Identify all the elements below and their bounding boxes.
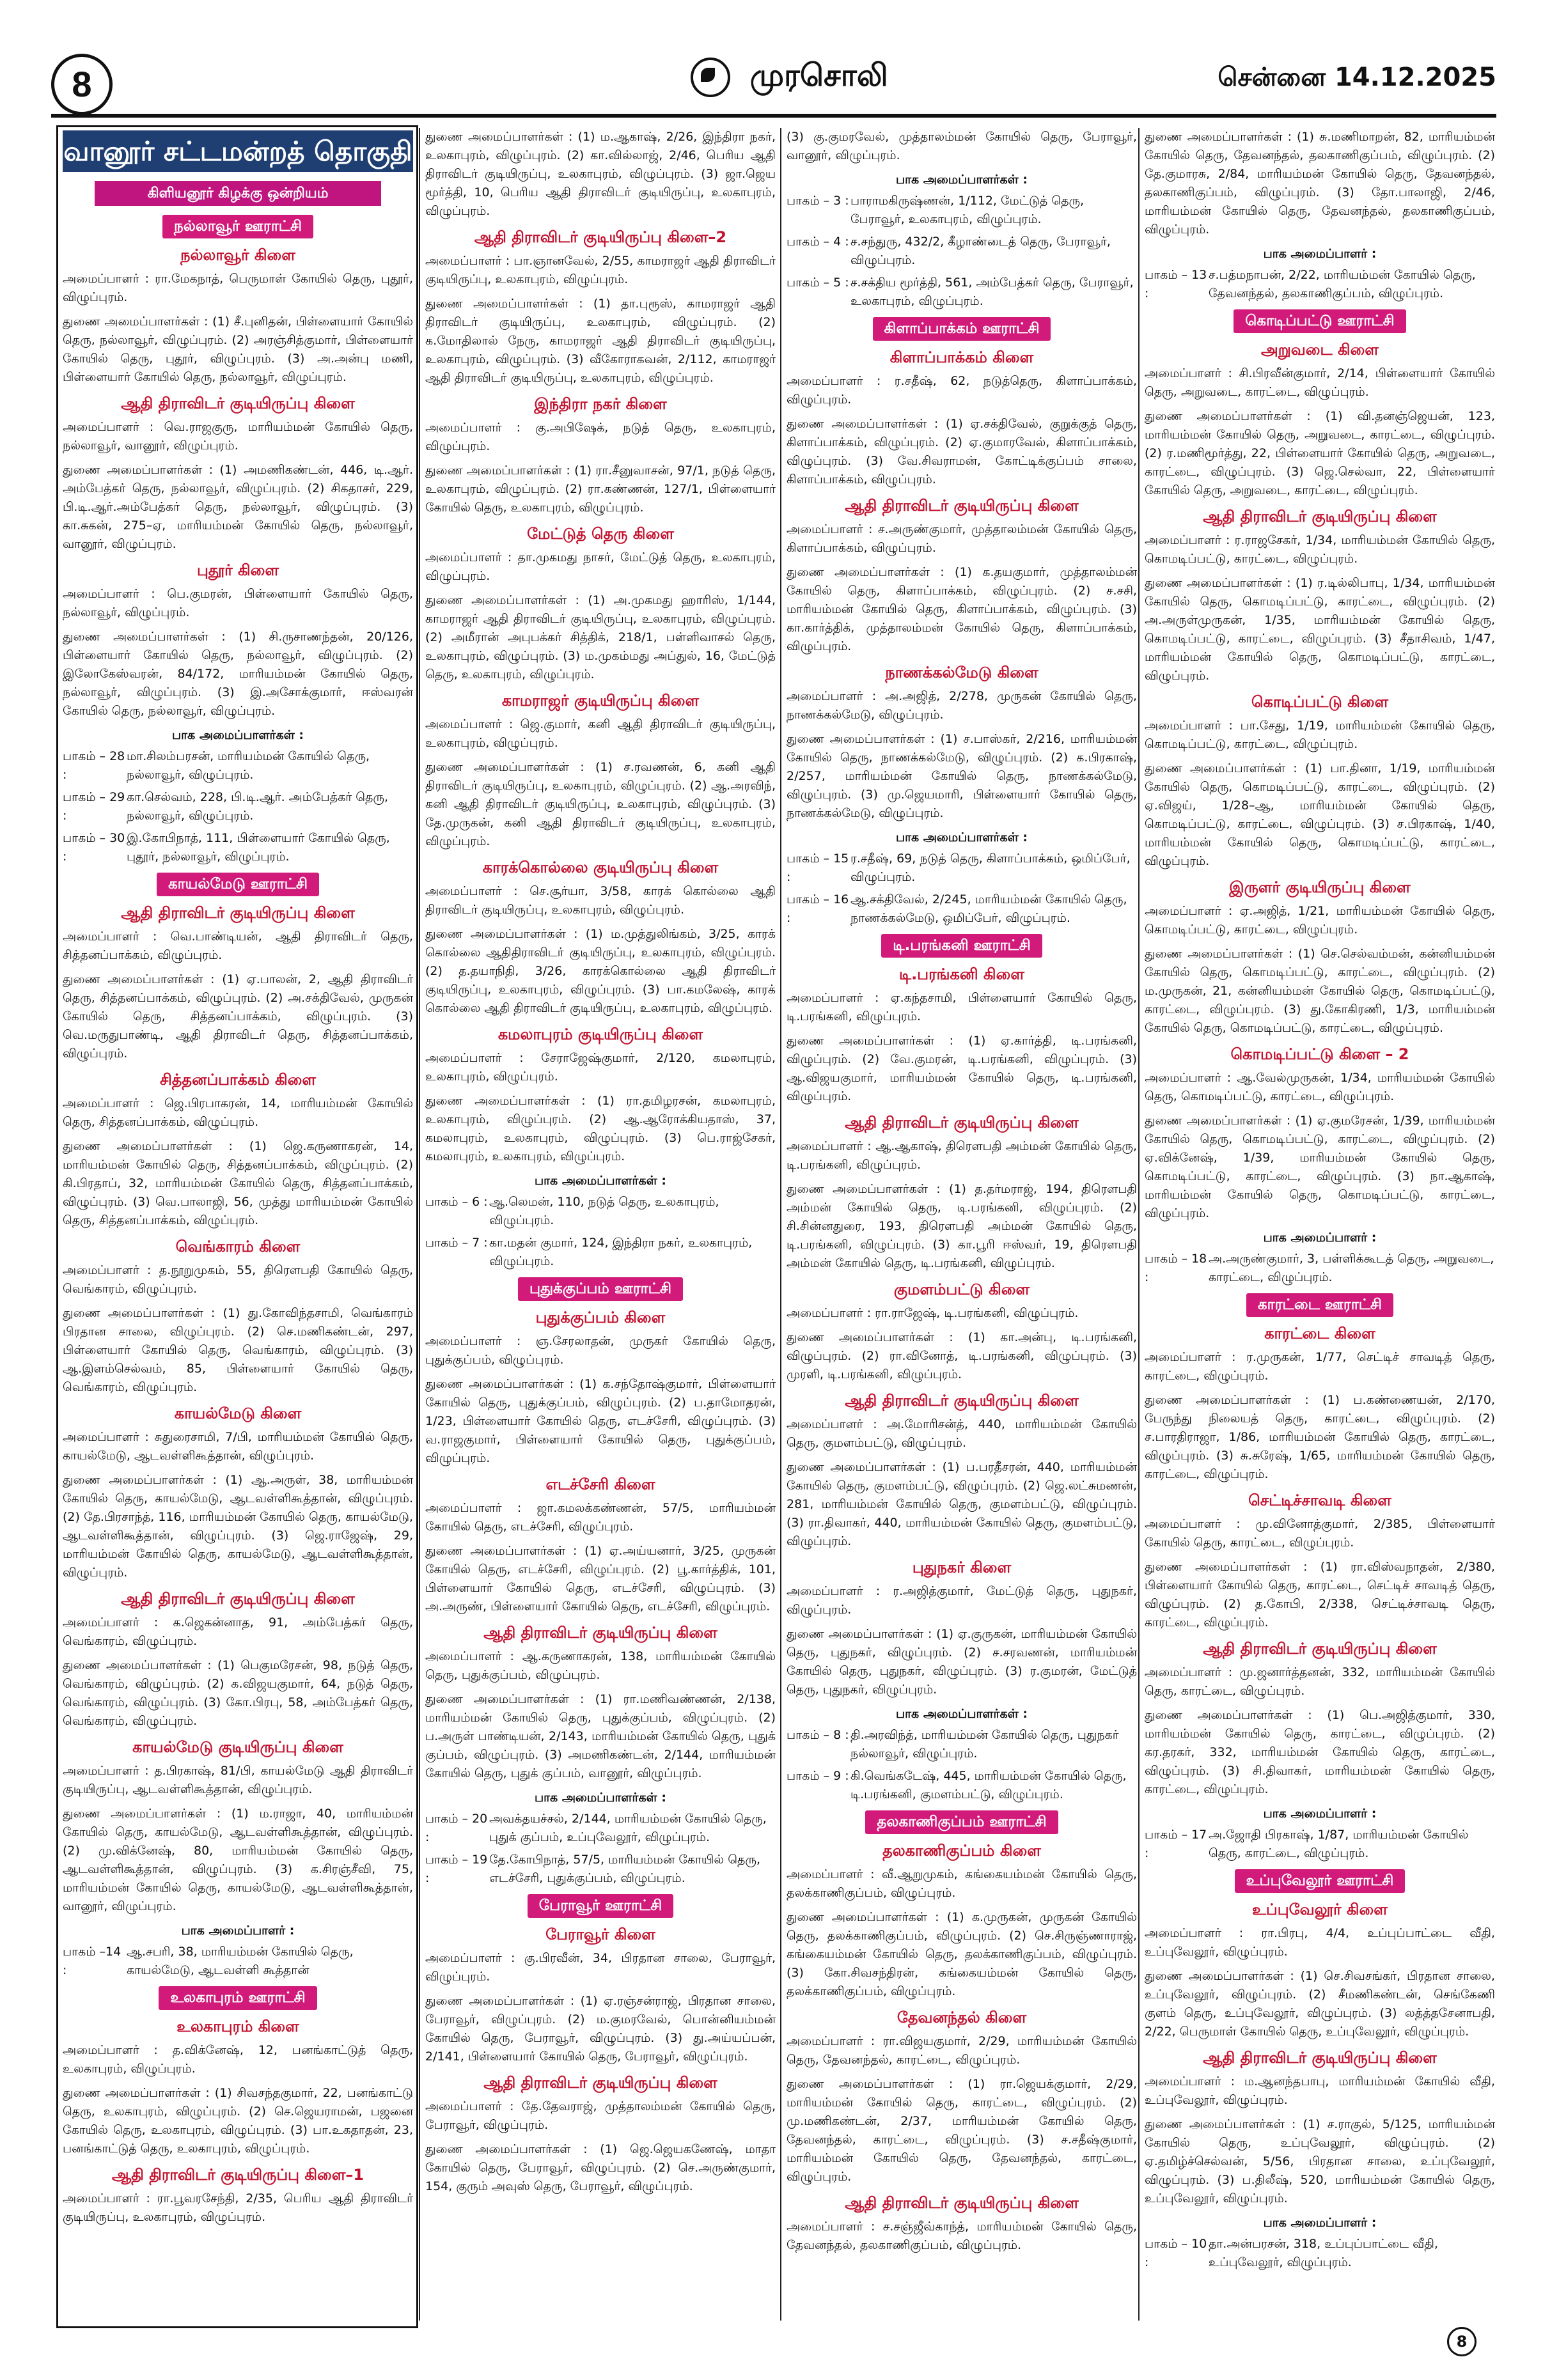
deputy-organizers-entry: துணை அமைப்பாளர்கள் : (1) ச.ராகுல், 5/125, மாரியம்மன் கோயில் தெரு, உப்புவேலூர், விழுப்புரம். (2) ஏ.தமிழ்ச்செல்வன், 5/56, பிரதான சாலை, உப்புவேலூர், விழுப்புரம். (3) ப.திலீஷ், 520, மாரியம்மன் கோயில் தெரு, உப்புவேலூர், விழுப்புரம். bbox=[1145, 2117, 1495, 2205]
organizer-entry: அமைப்பாளர் : த.நூறுமுகம், 55, திரௌபதி கோயில் தெரு, வெங்காரம், விழுப்புரம். bbox=[63, 1263, 413, 1296]
booth-number: பாகம் – 16 : bbox=[787, 892, 849, 925]
branch-heading: எடச்சேரி கிளை bbox=[545, 1475, 655, 1493]
booth-number: பாகம் – 13 : bbox=[1145, 268, 1207, 300]
deputy-organizers-entry: துணை அமைப்பாளர்கள் : (1) ஏ.குமரேசன், 1/39, மாரியம்மன் கோயில் தெரு, கொமடிப்பட்டு, காரட்டை, விழுப்புரம். (2) ஏ.விக்னேஷ், 1/39, மாரியம்மன் கோயில் தெரு, கொமடிப்பட்டு, காரட்டை, விழுப்புரம். (3) நா.ஆகாஷ், மாரியம்மன் கோயில் தெரு, கொமடிப்பட்டு, காரட்டை, விழுப்புரம். bbox=[1145, 1114, 1495, 1220]
branch-heading: காமராஜர் குடியிருப்பு கிளை bbox=[501, 692, 700, 710]
organizer-entry: அமைப்பாளர் : அ.மோரிசன்த், 440, மாரியம்மன் கோயில் தெரு, குமளம்பட்டு, விழுப்புரம். bbox=[787, 1417, 1137, 1450]
branch-heading: குமளம்பட்டு கிளை bbox=[893, 1280, 1030, 1298]
branch-heading: ஆதி திராவிடர் குடியிருப்பு கிளை bbox=[845, 497, 1079, 515]
organizer-entry: அமைப்பாளர் : ஏ.அஜித், 1/21, மாரியம்மன் கோயில் தெரு, கொமடிப்பட்டு, காரட்டை, விழுப்புரம். bbox=[1145, 904, 1495, 937]
booth-organizer: அ.ஜோதி பிரகாஷ், 1/87, மாரியம்மன் கோயில் தெரு, காரட்டை, விழுப்புரம். bbox=[1209, 1828, 1469, 1860]
booth-row bbox=[1145, 2235, 1495, 2272]
organizer-entry: அமைப்பாளர் : தே.தேவராஜ், முத்தாலம்மன் கோயில் தெரு, பேராவூர், விழுப்புரம். bbox=[425, 2099, 776, 2132]
branch-heading: கிளாப்பாக்கம் கிளை bbox=[889, 348, 1034, 366]
branch-heading: புதுநகர் கிளை bbox=[912, 1559, 1012, 1576]
booth-organizers-heading: பாக அமைப்பாளர்கள் : bbox=[895, 173, 1028, 187]
branch-heading: புதுக்குப்பம் கிளை bbox=[535, 1309, 666, 1326]
deputy-organizers-entry: துணை அமைப்பாளர்கள் : (1) செ.செல்வம்மன், கன்னியம்மன் கோயில் தெரு, கொமடிப்பட்டு, காரட்டை, விழுப்புரம். (2) ம.முருகன், 21, கன்னியம்மன் கோயில் தெரு, கொமடிப்பட்டு, காரட்டை, விழுப்புரம். (3) து.கோகிரணி, 1/3, மாரியம்மன் கோயில் தெரு, கொமடிப்பட்டு, காரட்டை, விழுப்புரம். bbox=[1145, 947, 1495, 1035]
deputy-organizers-entry: துணை அமைப்பாளர்கள் : (1) அமணிகண்டன், 446, டி.ஆர். அம்பேத்கர் தெரு, நல்லாவூர், விழுப்புரம். (2) சிகதாசர், 229, பி.டி.ஆர்.அம்பேத்கர் தெரு, நல்லாவூர், விழுப்புரம். (3) கா.சுகன், 275–ஏ, மாரியம்மன் கோயில் தெரு, நல்லாவூர், வானூர், விழுப்புரம். bbox=[63, 463, 413, 551]
deputy-organizers-entry: துணை அமைப்பாளர்கள் : (1) த.தர்மராஜ், 194, திரௌபதி அம்மன் கோயில் தெரு, டி.பரங்கனி, விழுப்புரம். (2) சி.சின்னதுரை, 193, திரௌபதி அம்மன் கோயில் தெரு, டி.பரங்கனி, விழுப்புரம். (3) கா.பூரி ஈஸ்வர், 19, திரௌபதி அம்மன் கோயில் தெரு, டி.பரங்கனி, விழுப்புரம். bbox=[787, 1182, 1137, 1270]
branch-heading: இந்திரா நகர் கிளை bbox=[534, 395, 667, 413]
booth-number: பாகம் – 29 : bbox=[63, 790, 125, 823]
branch-heading: காயல்மேடு குடியிருப்பு கிளை bbox=[132, 1738, 343, 1756]
branch-heading: உப்புவேலூர் கிளை bbox=[1252, 1901, 1388, 1918]
column-1 bbox=[63, 128, 413, 2232]
booth-number: பாகம் – 20 : bbox=[425, 1812, 488, 1844]
panchayat-heading: தலகாணிகுப்பம் ஊராட்சி bbox=[865, 1810, 1058, 1834]
masthead bbox=[691, 58, 888, 97]
deputy-organizers-entry: துணை அமைப்பாளர்கள் : (1) சிவசந்தகுமார், 22, பனங்காட்டு தெரு, உலகாபுரம், விழுப்புரம். (2) செ.ஜெயராமன், பஜனை கோயில் தெரு, உலகாபுரம், விழுப்புரம். (3) பா.உகதாதன், 23, பனங்காட்டுத் தெரு, உலகாபுரம், விழுப்புரம். bbox=[63, 2086, 413, 2156]
deputy-organizers-entry: துணை அமைப்பாளர்கள் : (1) ர.டில்லிபாபு, 1/34, மாரியம்மன் கோயில் தெரு, கொமடிப்பட்டு, காரட்டை, விழுப்புரம். (2) அ.அருள்முருகன், 1/35, மாரியம்மன் கோயில் தெரு, கொமடிப்பட்டு, காரட்டை, விழுப்புரம். (3) சீதாசிவம், 1/47, மாரியம்மன் கோயில் தெரு, கொமடிப்பட்டு, காரட்டை, விழுப்புரம். bbox=[1145, 576, 1495, 683]
deputy-organizers-entry: துணை அமைப்பாளர்கள் : (1) ப.பரதீசரன், 440, மாரியம்மன் கோயில் தெரு, குமளம்பட்டு, விழுப்புரம். (2) ஜெ.லட்சுமணன், 281, மாரியம்மன் கோயில் தெரு, குமளம்பட்டு, விழுப்புரம். (3) ரா.திவாகர், 440, மாரியம்மன் கோயில் தெரு, குமளம்பட்டு, விழுப்புரம். bbox=[787, 1460, 1137, 1548]
organizer-entry: அமைப்பாளர் : தா.முகமது நாசர், மேட்டுத் தெரு, உலகாபுரம், விழுப்புரம். bbox=[425, 550, 776, 583]
deputy-organizers-entry: துணை அமைப்பாளர்கள் : (1) ரா.ஜெயக்குமார், 2/29, மாரியம்மன் கோயில் தெரு, காரட்டை, விழுப்புரம். (2) மு.மணிகண்டன், 2/37, மாரியம்மன் கோயில் தெரு, தேவனந்தல், காரட்டை, விழுப்புரம். (3) ச.சதீஷ்குமார், மாரியம்மன் கோயில் தெரு, தேவனந்தல், காரட்டை, விழுப்புரம். bbox=[787, 2077, 1137, 2184]
booth-row bbox=[787, 850, 1137, 887]
organizer-entry: அமைப்பாளர் : ஏ.கந்தசாமி, பிள்ளையார் கோயில் தெரு, டி.பரங்கனி, விழுப்புரம். bbox=[787, 991, 1137, 1023]
booth-number: பாகம் – 8 : bbox=[787, 1728, 849, 1742]
booth-row bbox=[425, 1810, 776, 1847]
deputy-organizers-entry: துணை அமைப்பாளர்கள் : (1) ஏ.குருகன், மாரியம்மன் கோயில் தெரு, புதுநகர், விழுப்புரம். (2) ச.சரவணன், மாரியம்மன் கோயில் தெரு, புதுநகர், விழுப்புரம். (3) ர.குமரன், மேட்டுத் தெரு, புதுநகர், விழுப்புரம். bbox=[787, 1627, 1137, 1697]
panchayat-heading: புதுக்குப்பம் ஊராட்சி bbox=[518, 1277, 683, 1301]
organizer-entry: அமைப்பாளர் : ஆ.ஆகாஷ், திரௌபதி அம்மன் கோயில் தெரு, டி.பரங்கனி, விழுப்புரம். bbox=[787, 1139, 1137, 1172]
deputy-organizers-entry: துணை அமைப்பாளர்கள் : (1) ஏ.ரஞ்சன்ராஜ், பிரதான சாலை, பேராவூர், விழுப்புரம். (2) ம.குமரவேல், பொன்னியம்மன் கோயில் தெரு, பேராவூர், விழுப்புரம். (3) து.அய்யப்பன், 2/141, பிள்ளையார் கோயில் தெரு, பேராவூர், விழுப்புரம். bbox=[425, 1994, 776, 2064]
organizer-entry: அமைப்பாளர் : ரா.பூவரசேந்தி, 2/35, பெரிய ஆதி திராவிடர் குடியிருப்பு, உலகாபுரம், விழுப்புரம். bbox=[63, 2191, 413, 2224]
deputy-organizers-entry: துணை அமைப்பாளர்கள் : (1) ஏ.கார்த்தி, டி.பரங்கனி, விழுப்புரம். (2) வே.குமரன், டி.பரங்கனி, விழுப்புரம். (3) ஆ.விஜயகுமார், மாரியம்மன் கோயில் தெரு, டி.பரங்கனி, விழுப்புரம். bbox=[787, 1034, 1137, 1103]
booth-row bbox=[425, 1193, 776, 1230]
deputy-organizers-entry: துணை அமைப்பாளர்கள் : (1) சி.ருசாணந்தன், 20/126, பிள்ளையார் கோயில் தெரு, நல்லாவூர், விழுப்புரம். (2) இலோகேஸ்வரன், 84/172, மாரியம்மன் கோயில் தெரு, நல்லாவூர், விழுப்புரம். (3) இ.அசோக்குமார், ஈஸ்வரன் கோயில் தெரு, நல்லாவூர், விழுப்புரம். bbox=[63, 630, 413, 718]
booth-organizers-heading: பாக அமைப்பாளர்கள் : bbox=[171, 728, 304, 742]
branch-heading: ஆதி திராவிடர் குடியிருப்பு கிளை bbox=[121, 1590, 355, 1608]
organizer-entry: அமைப்பாளர் : வீ.ஆறுமுகம், கங்கையம்மன் கோயில் தெரு, தலக்காணிகுப்பம், விழுப்புரம். bbox=[787, 1867, 1137, 1900]
branch-heading: பேராவூர் கிளை bbox=[545, 1925, 655, 1943]
booth-row bbox=[1145, 266, 1495, 303]
booth-organizer: தி.அரவிந்த், மாரியம்மன் கோயில் தெரு, புதுநகர் நல்லாவூர், விழுப்புரம். bbox=[850, 1728, 1119, 1761]
column-divider bbox=[780, 128, 781, 2321]
booth-row bbox=[63, 829, 413, 866]
branch-heading: நல்லாவூர் கிளை bbox=[180, 246, 295, 264]
booth-organizer: மா.சிலம்பரசன், மாரியம்மன் கோயில் தெரு, நல்லாவூர், விழுப்புரம். bbox=[127, 749, 370, 782]
deputy-organizers-entry: துணை அமைப்பாளர்கள் : (1) ச.ரவணன், 6, கனி ஆதி திராவிடர் குடியிருப்பு, உலகாபுரம், விழுப்புரம். (2) ஆ.அரவிந், கனி ஆதி திராவிடர் குடியிருப்பு, உலகாபுரம், விழுப்புரம். (3) தே.முருகன், கனி ஆதி திராவிடர் குடியிருப்பு, உலகாபுரம், விழுப்புரம். bbox=[425, 760, 776, 848]
column-divider bbox=[1138, 128, 1140, 2321]
deputy-organizers-entry: துணை அமைப்பாளர்கள் : (1) ப.கண்ணையன், 2/170, பேருந்து நிலையத் தெரு, காரட்டை, விழுப்புரம். (2) ச.பாரதிராஜா, 1/86, மாரியம்மன் கோயில் தெரு, காரட்டை, விழுப்புரம். (3) சு.சுரேஷ், 1/65, மாரியம்மன் கோயில் தெரு, காரட்டை, விழுப்புரம். bbox=[1145, 1393, 1495, 1481]
booth-organizers-heading: பாக அமைப்பாளர் : bbox=[1263, 247, 1377, 261]
deputy-organizers-entry: துணை அமைப்பாளர்கள் : (1) ஜெ.ஜெயகணேஷ், மாதா கோயில் தெரு, பேராவூர், விழுப்புரம். (2) செ.அருண்குமார், 154, குரும் அவுஸ் தெரு, பேராவூர், விழுப்புரம். bbox=[425, 2142, 776, 2193]
booth-organizer: ஆ.சபரி, 38, மாரியம்மன் கோயில் தெரு, காயல்மேடு, ஆடவள்ளி கூத்தான் bbox=[127, 1945, 354, 1977]
deputy-organizers-entry: துணை அமைப்பாளர்கள் : (1) க.முருகன், முருகன் கோயில் தெரு, தலக்காணிகுப்பம், விழுப்புரம். (2) செ.சிருஞ்ணாராஜ், கங்கையம்மன் கோயில் தெரு, தலக்காணிகுப்பம், விழுப்புரம். (3) கோ.சிவசந்திரன், கங்கையம்மன் கோயில் தெரு, தலக்காணிகுப்பம், விழுப்புரம். bbox=[787, 1910, 1137, 1998]
organizer-entry: அமைப்பாளர் : வெ.பாண்டியன், ஆதி திராவிடர் தெரு, சித்தனப்பாக்கம், விழுப்புரம். bbox=[63, 929, 413, 962]
branch-heading: டி.பரங்கனி கிளை bbox=[899, 965, 1024, 983]
organizer-entry: அமைப்பாளர் : ரா.ராஜேஷ், டி.பரங்கனி, விழுப்புரம். bbox=[787, 1306, 1079, 1320]
booth-row bbox=[787, 233, 1137, 270]
booth-organizers-heading: பாக அமைப்பாளர்கள் : bbox=[895, 830, 1028, 844]
header-rule bbox=[51, 114, 1496, 118]
organizer-entry: அமைப்பாளர் : கு.பிரவீன், 34, பிரதான சாலை, பேராவூர், விழுப்புரம். bbox=[425, 1951, 776, 1984]
branch-heading: காயல்மேடு கிளை bbox=[174, 1404, 302, 1422]
organizer-entry: அமைப்பாளர் : ர.ராஜசேகர், 1/34, மாரியம்மன் கோயில் தெரு, கொமடிப்பட்டு, காரட்டை, விழுப்புரம். bbox=[1145, 533, 1495, 566]
deputy-organizers-entry: துணை அமைப்பாளர்கள் : (1) ச.பாஸ்கர், 2/216, மாரியம்மன் கோயில் தெரு, நாணக்கல்மேடு, விழுப்புரம். (2) க.பிரகாஷ், 2/257, மாரியம்மன் கோயில் தெரு, நாணக்கல்மேடு, விழுப்புரம். (3) மு.ஜெயமாரி, பிள்ளையார் கோயில் தெரு, நாணக்கல்மேடு, விழுப்புரம். bbox=[787, 732, 1137, 820]
deputy-organizers-entry: துணை அமைப்பாளர்கள் : (1) பெகுமரேசன், 98, நடுத் தெரு, வெங்காரம், விழுப்புரம். (2) க.விஜயகுமார், 64, நடுத் தெரு, வெங்காரம், விழுப்புரம். (3) கோ.பிரபு, 58, அம்பேத்கர் தெரு, வெங்காரம், விழுப்புரம். bbox=[63, 1658, 413, 1728]
booth-organizer: ச.பத்மநாபன், 2/22, மாரியம்மன் கோயில் தெரு, தேவனந்தல், தலகாணிகுப்பம், விழுப்புரம். bbox=[1209, 268, 1476, 300]
booth-row bbox=[425, 1851, 776, 1888]
booth-organizers-heading: பாக அமைப்பாளர்கள் : bbox=[534, 1791, 666, 1805]
organizer-entry: அமைப்பாளர் : பெ.குமரன், பிள்ளையார் கோயில் தெரு, நல்லாவூர், விழுப்புரம். bbox=[63, 587, 413, 619]
booth-number: பாகம் – 5 : bbox=[787, 276, 849, 290]
booth-organizers-heading: பாக அமைப்பாளர் : bbox=[1263, 1807, 1377, 1821]
booth-number: பாகம் – 6 : bbox=[425, 1195, 488, 1209]
deputy-organizers-entry: துணை அமைப்பாளர்கள் : (1) க.தயகுமார், முத்தாலம்மன் கோயில் தெரு, கிளாப்பாக்கம், விழுப்புரம். (2) ச.சசி, மாரியம்மன் கோயில் தெரு, கிளாப்பாக்கம், விழுப்புரம். (3) கா.கார்த்திக், முத்தாலம்மன் கோயில் தெரு, கிளாப்பாக்கம், விழுப்புரம். bbox=[787, 565, 1137, 653]
deputy-organizers-entry: துணை அமைப்பாளர்கள் : (1) சு.மணிமாறன், 82, மாரியம்மன் கோயில் தெரு, தேவனந்தல், தலகாணிகுப்பம், விழுப்புரம். (2) தே.குமாரசு, 2/84, மாரியம்மன் கோயில் தெரு, தேவனந்தல், தலகாணிகுப்பம், விழுப்புரம். (3) தோ.பாலாஜி, 2/46, மாரியம்மன் கோயில் தெரு, தேவனந்தல், தலகாணிகுப்பம், விழுப்புரம். bbox=[1145, 130, 1495, 237]
branch-heading: ஆதி திராவிடர் குடியிருப்பு கிளை bbox=[1203, 1640, 1437, 1658]
panchayat-heading: கிளாப்பாக்கம் ஊராட்சி bbox=[873, 317, 1051, 341]
deputy-organizers-entry: துணை அமைப்பாளர்கள் : (1) ஜெ.கருணாகரன், 14, மாரியம்மன் கோயில் தெரு, சித்தனப்பாக்கம், விழுப்புரம். (2) கி.பிரதாப், 32, மாரியம்மன் கோயில் தெரு, சித்தனப்பாக்கம், விழுப்புரம். (3) வெ.பாலாஜி, 56, முத்து மாரியம்மன் கோயில் தெரு, சித்தனப்பாக்கம், விழுப்புரம். bbox=[63, 1139, 413, 1227]
organizer-entry: அமைப்பாளர் : சேராஜேஷ்குமார், 2/120, கமலாபுரம், உலகாபுரம், விழுப்புரம். bbox=[425, 1051, 776, 1084]
booth-number: பாகம் – 10 : bbox=[1145, 2237, 1207, 2269]
booth-organizer: கி.வெங்கடேஷ், 445, மாரியம்மன் கோயில் தெரு, டி.பரங்கனி, குமளம்பட்டு, விழுப்புரம். bbox=[850, 1769, 1127, 1801]
organizer-entry: அமைப்பாளர் : மு.ஜனார்த்தனன், 332, மாரியம்மன் கோயில் தெரு, காரட்டை, விழுப்புரம். bbox=[1145, 1665, 1495, 1698]
deputy-organizers-entry: துணை அமைப்பாளர்கள் : (1) வி.தனஞ்ஜெயன், 123, மாரியம்மன் கோயில் தெரு, அறுவடை, காரட்டை, விழுப்புரம். (2) ர.மணிமூர்த்து, 22, பிள்ளையார் கோயில் தெரு, அறுவடை, காரட்டை, விழுப்புரம். (3) ஜெ.செல்வா, 22, பிள்ளையார் கோயில் தெரு, அறுவடை, காரட்டை, விழுப்புரம். bbox=[1145, 409, 1495, 497]
deputy-organizers-entry: துணை அமைப்பாளர்கள் : (1) தா.புரூஸ், காமராஜர் ஆதி திராவிடர் குடியிருப்பு, உலகாபுரம், விழுப்புரம். (2) க.மோதிலால் நேரு, காமராஜர் ஆதி திராவிடர் குடியிருப்பு, உலகாபுரம், விழுப்புரம். (3) வீகோராகவன், 2/112, காமராஜர் ஆதி திராவிடர் குடியிருப்பு, உலகாபுரம், விழுப்புரம். bbox=[425, 297, 776, 385]
deputy-organizers-entry: துணை அமைப்பாளர்கள் : (1) செ.சிவசங்கர், பிரதான சாலை, உப்புவேலூர், விழுப்புரம். (2) சீமணிகண்டன், செங்கேணி குளம் தெரு, உப்புவேலூர், விழுப்புரம். (3) லத்த்தசேனாபதி, 2/22, பெருமாள் கோயில் தெரு, உப்புவேலூர், விழுப்புரம். bbox=[1145, 1969, 1495, 2039]
branch-heading: காரட்டை கிளை bbox=[1264, 1325, 1375, 1342]
panchayat-heading: காரட்டை ஊராட்சி bbox=[1246, 1293, 1393, 1317]
organizer-entry: அமைப்பாளர் : ரா.பிரபு, 4/4, உப்புப்பாட்டை வீதி, உப்புவேலூர், விழுப்புரம். bbox=[1145, 1926, 1495, 1959]
booth-organizer: கா.செல்வம், 228, பி.டி.ஆர். அம்பேத்கர் தெரு, நல்லாவூர், விழுப்புரம். bbox=[127, 790, 389, 823]
branch-heading: வெங்காரம் கிளை bbox=[175, 1238, 301, 1256]
column-3 bbox=[787, 128, 1137, 2260]
booth-number: பாகம் – 17 : bbox=[1145, 1828, 1207, 1860]
branch-heading: கொடிப்பட்டு கிளை bbox=[1251, 693, 1389, 711]
branch-heading: ஆதி திராவிடர் குடியிருப்பு கிளை–1 bbox=[111, 2166, 364, 2184]
branch-heading: செட்டிச்சாவடி கிளை bbox=[1248, 1491, 1391, 1509]
panchayat-heading: காயல்மேடு ஊராட்சி bbox=[157, 873, 319, 896]
branch-heading: ஆதி திராவிடர் குடியிருப்பு கிளை bbox=[121, 904, 355, 922]
branch-heading: கமலாபுரம் குடியிருப்பு கிளை bbox=[497, 1025, 703, 1043]
panchayat-heading: கொடிப்பட்டு ஊராட்சி bbox=[1234, 309, 1406, 333]
booth-row bbox=[1145, 1826, 1495, 1863]
booth-row bbox=[63, 788, 413, 825]
booth-row bbox=[63, 747, 413, 784]
branch-heading: ஆதி திராவிடர் குடியிருப்பு கிளை bbox=[483, 2074, 717, 2092]
organizer-entry: அமைப்பாளர் : ஜெ.குமார், கனி ஆதி திராவிடர் குடியிருப்பு, உலகாபுரம், விழுப்புரம். bbox=[425, 717, 776, 750]
organizer-entry: அமைப்பாளர் : ர.முருகன், 1/77, செட்டிச் சாவடித் தெரு, காரட்டை, விழுப்புரம். bbox=[1145, 1350, 1495, 1383]
organizer-entry: அமைப்பாளர் : மு.வினோத்குமார், 2/385, பிள்ளையார் கோயில் தெரு, காரட்டை, விழுப்புரம். bbox=[1145, 1517, 1495, 1550]
organizer-entry: அமைப்பாளர் : ஆ.வேல்முருகன், 1/34, மாரியம்மன் கோயில் தெரு, கொமடிப்பட்டு, காரட்டை, விழுப்புரம். bbox=[1145, 1071, 1495, 1103]
booth-organizer: அவக்தயச்சல், 2/144, மாரியம்மன் கோயில் தெரு, புதுக் குப்பம், உப்புவேலூர், விழுப்புரம். bbox=[489, 1812, 767, 1844]
organizer-entry: அமைப்பாளர் : ஆ.கருணாகரன், 138, மாரியம்மன் கோயில் தெரு, புதுக்குப்பம், விழுப்புரம். bbox=[425, 1649, 776, 1682]
deputy-organizers-entry: துணை அமைப்பாளர்கள் : (1) பெ.அஜித்குமார், 330, மாரியம்மன் கோயில் தெரு, காரட்டை, விழுப்புரம். (2) கர.தரகர், 332, மாரியம்மன் கோயில் தெரு, காரட்டை, விழுப்புரம். (3) சி.திவாகர், மாரியம்மன் கோயில் தெரு, காரட்டை, விழுப்புரம். bbox=[1145, 1708, 1495, 1796]
organizer-entry: அமைப்பாளர் : சி.பிரவீன்குமார், 2/14, பிள்ளையார் கோயில் தெரு, அறுவடை, காரட்டை, விழுப்புரம். bbox=[1145, 366, 1495, 399]
branch-heading: நாணக்கல்மேடு கிளை bbox=[885, 664, 1038, 681]
deputy-organizers-entry: துணை அமைப்பாளர்கள் : (1) ஏ.அய்யனார், 3/25, முருகன் கோயில் தெரு, எடச்சேரி, விழுப்புரம். (2) பூ.கார்த்திக், 101, பிள்ளையார் கோயில் தெரு, எடச்சேரி, விழுப்புரம். (3) அ.அருண், பிள்ளையார் கோயில் தெரு, எடச்சேரி, விழுப்புரம். bbox=[425, 1544, 776, 1614]
organizer-entry: அமைப்பாளர் : சுதுரைசாமி, 7/பி, மாரியம்மன் கோயில் தெரு, காயல்மேடு, ஆடவள்ளிகூத்தான், விழுப்புரம். bbox=[63, 1430, 413, 1463]
deputy-organizers-entry: துணை அமைப்பாளர்கள் : (1) ம.முத்துலிங்கம், 3/25, காரக் கொல்லை ஆதிதிராவிடர் குடியிருப்பு, உலகாபுரம், விழுப்புரம். (2) த.தயாநிதி, 3/26, காரக்கொல்லை ஆதி திராவிடர் குடியிருப்பு, உலகாபுரம், விழுப்புரம். (3) பா.கமலேஷ், காரக் கொல்லை ஆதி திராவிடர் குடியிருப்பு, உலகாபுரம், விழுப்புரம். bbox=[425, 927, 776, 1015]
deputy-organizers-entry: துணை அமைப்பாளர்கள் : (1) ம.ராஜா, 40, மாரியம்மன் கோயில் தெரு, காயல்மேடு, ஆடவள்ளிகூத்தான், விழுப்புரம். (2) மு.விக்னேஷ், 80, மாரியம்மன் கோயில் தெரு, ஆடவள்ளிகூத்தான், விழுப்புரம். (3) க.சிரஞ்சீவி, 75, மாரியம்மன் கோயில் தெரு, காயல்மேடு, ஆடவள்ளிகூத்தான், வானூர், விழுப்புரம். bbox=[63, 1807, 413, 1913]
booth-organizer: கா.மதன் குமார், 124, இந்திரா நகர், உலகாபுரம், விழுப்புரம். bbox=[489, 1236, 753, 1268]
organizer-entry: அமைப்பாளர் : ஜா.கமலக்கண்ணன், 57/5, மாரியம்மன் கோயில் தெரு, எடச்சேரி, விழுப்புரம். bbox=[425, 1501, 776, 1534]
organizer-entry: அமைப்பாளர் : ச.சஞ்ஜீவ்காந்த், மாரியம்மன் கோயில் தெரு, தேவனந்தல், தலகாணிகுப்பம், விழுப்புரம். bbox=[787, 2220, 1137, 2252]
newspaper-name: முரசொலி bbox=[749, 58, 888, 93]
organizer-entry: அமைப்பாளர் : வெ.ராஜகுரு, மாரியம்மன் கோயில் தெரு, நல்லாவூர், வானூர், விழுப்புரம். bbox=[63, 420, 413, 453]
organizer-entry: அமைப்பாளர் : க.ஜெகன்னாத, 91, அம்பேத்கர் தெரு, வெங்காரம், விழுப்புரம். bbox=[63, 1615, 413, 1648]
booth-organizer: ச.சக்திய மூர்த்தி, 561, அம்பேத்கர் தெரு, பேராவூர், உலகாபுரம், விழுப்புரம். bbox=[850, 276, 1134, 308]
deputy-organizers-entry: துணை அமைப்பாளர்கள் : (1) ஏ.சக்திவேல், குறுக்குத் தெரு, கிளாப்பாக்கம், விழுப்புரம். (2) ஏ.குமாரவேல், கிளாப்பாக்கம், விழுப்புரம். (3) வே.சிவராமன், கோட்டிக்குப்பம் சாலை, கிளாப்பாக்கம், விழுப்புரம். bbox=[787, 417, 1137, 486]
panchayat-heading: உலகாபுரம் ஊராட்சி bbox=[159, 1986, 317, 2010]
organizer-entry: அமைப்பாளர் : கு.அபிஷேக், நடுத் தெரு, உலகாபுரம், விழுப்புரம். bbox=[425, 421, 776, 453]
panchayat-heading: நல்லாவூர் ஊராட்சி bbox=[162, 215, 313, 238]
organizer-entry: அமைப்பாளர் : ரா.விஜயகுமார், 2/29, மாரியம்மன் கோயில் தெரு, தேவனந்தல், காரட்டை, விழுப்புரம். bbox=[787, 2034, 1137, 2067]
booth-number: பாகம் – 18 : bbox=[1145, 1252, 1207, 1284]
booth-organizer: இ.கோபிநாத், 111, பிள்ளையார் கோயில் தெரு, புதூர், நல்லாவூர், விழுப்புரம். bbox=[127, 831, 390, 864]
booth-organizer: ர.சதீஷ், 69, நடுத் தெரு, கிளாப்பாக்கம், ஒமிப்பேர், விழுப்புரம். bbox=[850, 852, 1131, 884]
dateline: சென்னை 14.12.2025 bbox=[1218, 63, 1496, 92]
organizer-entry: அமைப்பாளர் : ஜெ.பிரபாகரன், 14, மாரியம்மன் கோயில் தெரு, சித்தனப்பாக்கம், விழுப்புரம். bbox=[63, 1096, 413, 1129]
column-4 bbox=[1145, 128, 1495, 2276]
branch-heading: ஆதி திராவிடர் குடியிருப்பு கிளை bbox=[121, 394, 355, 412]
page-number-badge: 8 bbox=[51, 54, 113, 115]
footer-page-number: 8 bbox=[1447, 2327, 1476, 2356]
panchayat-heading: உப்புவேலூர் ஊராட்சி bbox=[1235, 1869, 1406, 1893]
booth-row bbox=[787, 274, 1137, 311]
organizer-entry: அமைப்பாளர் : ர.சதீஷ், 62, நடுத்தெரு, கிளாப்பாக்கம், விழுப்புரம். bbox=[787, 374, 1137, 407]
branch-heading: ஆதி திராவிடர் குடியிருப்பு கிளை bbox=[1203, 508, 1437, 525]
branch-heading: ஆதி திராவிடர் குடியிருப்பு கிளை–2 bbox=[474, 228, 727, 246]
branch-heading: ஆதி திராவிடர் குடியிருப்பு கிளை bbox=[845, 1392, 1079, 1410]
branch-heading: ஆதி திராவிடர் குடியிருப்பு கிளை bbox=[483, 1624, 717, 1642]
booth-organizer: ஆ.சக்திவேல், 2/245, மாரியம்மன் கோயில் தெரு, நாணக்கல்மேடு, ஒமிப்பேர், விழுப்புரம். bbox=[850, 892, 1127, 925]
branch-heading: தலகாணிகுப்பம் கிளை bbox=[882, 1842, 1041, 1860]
booth-row bbox=[425, 1234, 776, 1271]
deputy-organizers-entry: (3) கு.குமரவேல், முத்தாலம்மன் கோயில் தெரு, பேராவூர், வானூர், விழுப்புரம். bbox=[787, 130, 1137, 162]
booth-row bbox=[787, 1726, 1137, 1763]
booth-number: பாகம் – 3 : bbox=[787, 194, 849, 208]
booth-number: பாகம் – 7 : bbox=[425, 1236, 488, 1250]
organizer-entry: அமைப்பாளர் : பா.ஞானவேல், 2/55, காமராஜர் ஆதி திராவிடர் குடியிருப்பு, உலகாபுரம், விழுப்புரம். bbox=[425, 254, 776, 286]
booth-organizer: ஆ.லெமன், 110, நடுத் தெரு, உலகாபுரம், விழுப்புரம். bbox=[489, 1195, 719, 1227]
organizer-entry: அமைப்பாளர் : ஞ.சேரலாதன், முருகர் கோயில் தெரு, புதுக்குப்பம், விழுப்புரம். bbox=[425, 1334, 776, 1367]
deputy-organizers-entry: துணை அமைப்பாளர்கள் : (1) ரா.தமிழரசன், கமலாபுரம், உலகாபுரம், விழுப்புரம். (2) ஆ.ஆரோக்கியதாஸ், 37, கமலாபுரம், உலகாபுரம், விழுப்புரம். (3) பெ.ராஜ்சேகர், கமலாபுரம், உலகாபுரம், விழுப்புரம். bbox=[425, 1094, 776, 1163]
page-header bbox=[51, 45, 1496, 109]
deputy-organizers-entry: துணை அமைப்பாளர்கள் : (1) ஏ.பாலன், 2, ஆதி திராவிடர் தெரு, சித்தனப்பாக்கம், விழுப்புரம். (2) அ.சக்திவேல், முருகன் கோயில் தெரு, சித்தனப்பாக்கம், விழுப்புரம். (3) வெ.மருதுபாண்டி, ஆதி திராவிடர் தெரு, சித்தனப்பாக்கம், விழுப்புரம். bbox=[63, 972, 413, 1061]
union-label: கிளியனூர் கிழக்கு ஒன்றியம் bbox=[95, 181, 381, 206]
deputy-organizers-entry: துணை அமைப்பாளர்கள் : (1) ஆ.அருள், 38, மாரியம்மன் கோயில் தெரு, காயல்மேடு, ஆடவள்ளிகூத்தான், விழுப்புரம். (2) தே.பிரசாந்த், 116, மாரியம்மன் கோயில் தெரு, காயல்மேடு, ஆடவள்ளிகூத்தான், விழுப்புரம். (3) ஜெ.ராஜேஷ், 29, மாரியம்மன் கோயில் தெரு, காயல்மேடு, ஆடவள்ளிகூத்தான், விழுப்புரம். bbox=[63, 1473, 413, 1580]
branch-heading: ஆதி திராவிடர் குடியிருப்பு கிளை bbox=[845, 1114, 1079, 1132]
booth-row bbox=[1145, 1250, 1495, 1287]
deputy-organizers-entry: துணை அமைப்பாளர்கள் : (1) அ.முகமது ஹாரிஸ், 1/144, காமராஜர் ஆதி திராவிடர் குடியிருப்பு, உலகாபுரம், விழுப்புரம். (2) அமீரான் அபுபக்கர் சித்திக், 218/1, பள்ளிவாசல் தெரு, உலகாபுரம், விழுப்புரம். (3) ம.முகம்மது அப்துல், 16, மேட்டுத் தெரு, உலகாபுரம், விழுப்புரம். bbox=[425, 593, 776, 681]
organizer-entry: அமைப்பாளர் : ரா.மேகநாத், பெருமாள் கோயில் தெரு, புதூர், விழுப்புரம். bbox=[63, 272, 413, 304]
deputy-organizers-entry: துணை அமைப்பாளர்கள் : (1) சீ.புனிதன், பிள்ளையார் கோயில் தெரு, நல்லாவூர், விழுப்புரம். (2) அரஞ்சித்குமார், பிள்ளையார் கோயில் தெரு, புதூர், விழுப்புரம். (3) அ.அன்பு மணி, பிள்ளையார் கோயில் தெரு, நல்லாவூர், விழுப்புரம். bbox=[63, 315, 413, 384]
deputy-organizers-entry: துணை அமைப்பாளர்கள் : (1) ரா.சீனுவாசன், 97/1, நடுத் தெரு, உலகாபுரம், விழுப்புரம். (2) ரா.கண்ணன், 127/1, பிள்ளையார் கோயில் தெரு, உலகாபுரம், விழுப்புரம். bbox=[425, 463, 776, 515]
booth-row bbox=[787, 891, 1137, 928]
deputy-organizers-entry: துணை அமைப்பாளர்கள் : (1) கா.அன்பு, டி.பரங்கனி, விழுப்புரம். (2) ரா.வினோத், டி.பரங்கனி, விழுப்புரம். (3) முரளி, டி.பரங்கனி, விழுப்புரம். bbox=[787, 1330, 1137, 1381]
booth-number: பாகம் – 4 : bbox=[787, 235, 849, 249]
booth-organizers-heading: பாக அமைப்பாளர்கள் : bbox=[534, 1174, 666, 1188]
branch-heading: காரக்கொல்லை குடியிருப்பு கிளை bbox=[482, 859, 719, 876]
booth-row bbox=[787, 1767, 1137, 1804]
booth-organizer: அ.அருண்குமார், 3, பள்ளிக்கூடத் தெரு, அறுவடை, காரட்டை, விழுப்புரம். bbox=[1209, 1252, 1494, 1284]
booth-organizers-heading: பாக அமைப்பாளர் : bbox=[1263, 1231, 1377, 1245]
organizer-entry: அமைப்பாளர் : த.விக்னேஷ், 12, பனங்காட்டுத் தெரு, உலகாபுரம், விழுப்புரம். bbox=[63, 2043, 413, 2076]
branch-heading: அறுவடை கிளை bbox=[1261, 341, 1379, 359]
deputy-organizers-entry: துணை அமைப்பாளர்கள் : (1) து.கோவிந்தசாமி, வெங்காரம் பிரதான சாலை, விழுப்புரம். (2) செ.மணிகண்டன், 297, பிள்ளையார் கோயில் தெரு, வெங்காரம், விழுப்புரம். (3) ஆ.இளம்செல்வம், 85, பிள்ளையார் கோயில் தெரு, வெங்காரம், விழுப்புரம். bbox=[63, 1306, 413, 1394]
organizer-entry: அமைப்பாளர் : ர.அஜித்குமார், மேட்டுத் தெரு, புதுநகர், விழுப்புரம். bbox=[787, 1584, 1137, 1617]
deputy-organizers-entry: துணை அமைப்பாளர்கள் : (1) பா.தினா, 1/19, மாரியம்மன் கோயில் தெரு, கொமடிப்பட்டு, காரட்டை, விழுப்புரம். (2) ஏ.விஜய், 1/28–ஆ, மாரியம்மன் கோயில் தெரு, கொமடிப்பட்டு, காரட்டை, விழுப்புரம். (3) ச.பிரகாஷ், 1/40, மாரியம்மன் கோயில் தெரு, கொமடிப்பட்டு, காரட்டை, விழுப்புரம். bbox=[1145, 761, 1495, 868]
deputy-organizers-entry: துணை அமைப்பாளர்கள் : (1) ரா.விஸ்வநாதன், 2/380, பிள்ளையார் கோயில் தெரு, காரட்டை, செட்டிச் சாவடித் தெரு, விழுப்புரம். (2) த.கோபி, 2/338, செட்டிச்சாவடி தெரு, காரட்டை, விழுப்புரம். bbox=[1145, 1560, 1495, 1629]
booth-number: பாகம் – 30 : bbox=[63, 831, 125, 864]
deputy-organizers-entry: துணை அமைப்பாளர்கள் : (1) க.சந்தோஷ்குமார், பிள்ளையார் கோயில் தெரு, புதுக்குப்பம், விழுப்புரம். (2) ப.தாமோதரன், 1/23, பிள்ளையார் கோயில் தெரு, எடச்சேரி, விழுப்புரம். (3) வ.ராஜகுமார், பிள்ளையார் கோயில் தெரு, புதுக்குப்பம், விழுப்புரம். bbox=[425, 1377, 776, 1465]
panchayat-heading: பேராவூர் ஊராட்சி bbox=[528, 1894, 673, 1918]
booth-row bbox=[63, 1943, 413, 1980]
column-2 bbox=[425, 128, 776, 2202]
branch-heading: புதூர் கிளை bbox=[196, 561, 279, 579]
panchayat-heading: டி.பரங்கனி ஊராட்சி bbox=[881, 934, 1042, 958]
booth-organizer: தா.அன்பரசன், 318, உப்புப்பாட்டை வீதி, உப்புவேலூர், விழுப்புரம். bbox=[1209, 2237, 1438, 2269]
branch-heading: ஆதி திராவிடர் குடியிருப்பு கிளை bbox=[845, 2194, 1079, 2212]
deputy-organizers-entry: துணை அமைப்பாளர்கள் : (1) ம.ஆகாஷ், 2/26, இந்திரா நகர், உலகாபுரம், விழுப்புரம். (2) கா.வில்லாஜ், 2/46, பெரிய ஆதி திராவிடர் குடியிருப்பு, உலகாபுரம், விழுப்புரம். (3) ஜா.ஜெய மூர்த்தி, 10, பெரிய ஆதி திராவிடர் குடியிருப்பு, உலகாபுரம், விழுப்புரம். bbox=[425, 130, 776, 218]
booth-number: பாகம் –14 : bbox=[63, 1945, 121, 1977]
organizer-entry: அமைப்பாளர் : அ.அஜித், 2/278, முருகன் கோயில் தெரு, நாணக்கல்மேடு, விழுப்புரம். bbox=[787, 689, 1137, 722]
booth-organizers-heading: பாக அமைப்பாளர் : bbox=[1263, 2216, 1377, 2230]
organizer-entry: அமைப்பாளர் : பா.சேது, 1/19, மாரியம்மன் கோயில் தெரு, கொமடிப்பட்டு, காரட்டை, விழுப்புரம். bbox=[1145, 719, 1495, 751]
organizer-entry: அமைப்பாளர் : செ.சூர்யா, 3/58, காரக் கொல்லை ஆதி திராவிடர் குடியிருப்பு, உலகாபுரம், விழுப்புரம். bbox=[425, 884, 776, 917]
column-divider bbox=[419, 128, 420, 2321]
booth-number: பாகம் – 15 : bbox=[787, 852, 849, 884]
booth-organizers-heading: பாக அமைப்பாளர் : bbox=[181, 1924, 295, 1938]
deputy-organizers-entry: துணை அமைப்பாளர்கள் : (1) ரா.மணிவண்ணன், 2/138, மாரியம்மன் கோயில் தெரு, புதுக்குப்பம், விழுப்புரம். (2) ப.அருள் பாண்டியன், 2/143, மாரியம்மன் கோயில் தெரு, புதுக் குப்பம், விழுப்புரம். (3) அமணிகண்டன், 2/144, மாரியம்மன் கோயில் தெரு, புதுக் குப்பம், வானூர், விழுப்புரம். bbox=[425, 1692, 776, 1780]
branch-heading: மேட்டுத் தெரு கிளை bbox=[527, 525, 674, 543]
branch-heading: சித்தனப்பாக்கம் கிளை bbox=[160, 1071, 316, 1089]
organizer-entry: அமைப்பாளர் : த.பிரகாஷ், 81/பி, காயல்மேடு ஆதி திராவிடர் குடியிருப்பு, ஆடவள்ளிகூத்தான், விழுப்புரம். bbox=[63, 1764, 413, 1796]
branch-heading: தேவனந்தல் கிளை bbox=[897, 2009, 1027, 2026]
booth-row bbox=[787, 192, 1137, 229]
organizer-entry: அமைப்பாளர் : ம.ஆனந்தபாபு, மாரியம்மன் கோயில் வீதி, உப்புவேலூர், விழுப்புரம். bbox=[1145, 2074, 1495, 2107]
booth-number: பாகம் – 19 : bbox=[425, 1853, 488, 1885]
organizer-entry: அமைப்பாளர் : ச.அருண்குமார், முத்தாலம்மன் கோயில் தெரு, கிளாப்பாக்கம், விழுப்புரம். bbox=[787, 522, 1137, 555]
booth-organizers-heading: பாக அமைப்பாளர்கள் : bbox=[895, 1707, 1028, 1721]
booth-number: பாகம் – 28 : bbox=[63, 749, 125, 782]
booth-organizer: ச.சந்துரு, 432/2, கீழாண்டைத் தெரு, பேராவூர், விழுப்புரம். bbox=[850, 235, 1111, 267]
newspaper-logo-icon bbox=[691, 58, 730, 97]
booth-organizer: பாராமகிருஷ்ணன், 1/112, மேட்டுத் தெரு, பேராவூர், உலகாபுரம், விழுப்புரம். bbox=[850, 194, 1085, 226]
branch-heading: இருளர் குடியிருப்பு கிளை bbox=[1229, 878, 1411, 896]
constituency-title: வானூர் சட்டமன்றத் தொகுதி bbox=[63, 130, 413, 172]
branch-heading: கொமடிப்பட்டு கிளை – 2 bbox=[1230, 1045, 1409, 1063]
branch-heading: ஆதி திராவிடர் குடியிருப்பு கிளை bbox=[1203, 2049, 1437, 2067]
branch-heading: உலகாபுரம் கிளை bbox=[176, 2018, 299, 2035]
booth-organizer: தே.கோபிநாத், 57/5, மாரியம்மன் கோயில் தெரு, எடச்சேரி, புதுக்குப்பம், விழுப்புரம். bbox=[489, 1853, 761, 1885]
booth-number: பாகம் – 9 : bbox=[787, 1769, 849, 1783]
